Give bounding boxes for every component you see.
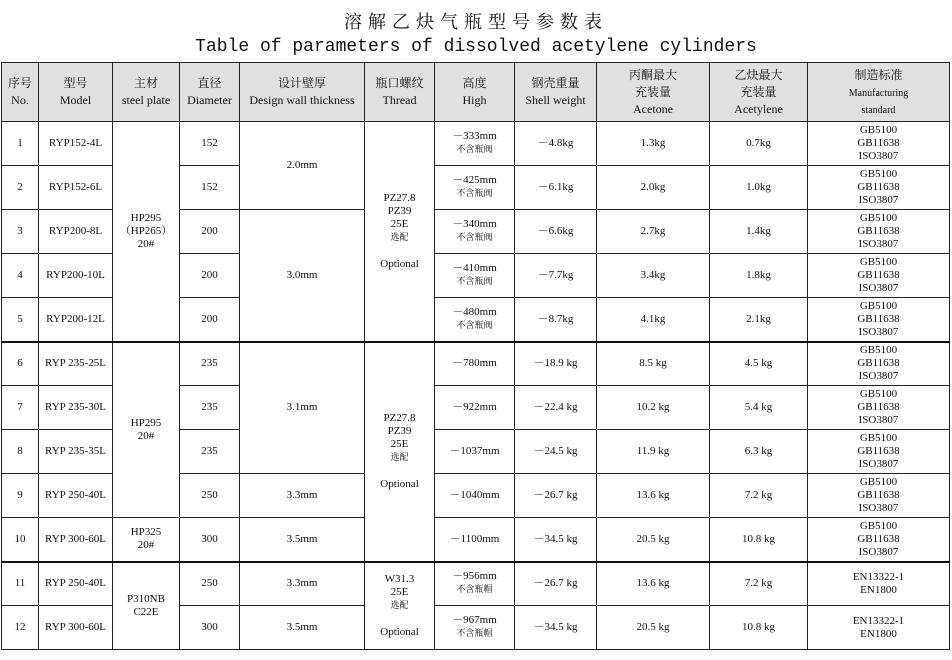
cell-wall-thickness: 3.3mm [240,474,365,518]
cell-wall-thickness: 3.0mm [240,210,365,342]
cell-diameter: 152 [180,166,240,210]
cell-thread: W31.3 25E 选配 Optional [365,562,435,650]
cell-height: －956mm 不含瓶帽 [435,562,515,606]
cell-model: RYP 235-25L [39,342,113,386]
cell-shell-weight: －24.5 kg [515,430,597,474]
header-diameter: 直径 Diameter [180,63,240,122]
cell-no: 9 [2,474,39,518]
cell-height: －967mm 不含瓶帽 [435,606,515,650]
cell-height: －780mm [435,342,515,386]
cell-standard: GB5100 GB11638 ISO3807 [808,298,950,342]
cell-shell-weight: －4.8kg [515,122,597,166]
cell-acetylene: 1.4kg [710,210,808,254]
cell-diameter: 250 [180,474,240,518]
cell-standard: GB5100 GB11638 ISO3807 [808,122,950,166]
cell-thread: PZ27.8 PZ39 25E 选配 Optional [365,122,435,342]
cell-diameter: 152 [180,122,240,166]
cell-shell-weight: －26.7 kg [515,562,597,606]
header-height: 高度 High [435,63,515,122]
table-row [2,342,950,386]
cell-acetylene: 6.3 kg [710,430,808,474]
cell-no: 4 [2,254,39,298]
cell-acetone: 3.4kg [597,254,710,298]
cell-model: RYP200-8L [39,210,113,254]
cell-standard: GB5100 GB11638 ISO3807 [808,474,950,518]
cell-diameter: 200 [180,210,240,254]
cell-diameter: 300 [180,606,240,650]
cell-no: 8 [2,430,39,474]
cell-diameter: 235 [180,386,240,430]
cell-model: RYP200-10L [39,254,113,298]
cell-height: －922mm [435,386,515,430]
parameters-table [1,62,950,650]
cell-diameter: 300 [180,518,240,562]
cell-no: 10 [2,518,39,562]
cell-diameter: 235 [180,342,240,386]
cell-model: RYP 250-40L [39,562,113,606]
header-acetone: 丙酮最大 充装量 Acetone [597,63,710,122]
cell-acetylene: 7.2 kg [710,562,808,606]
cell-model: RYP 235-35L [39,430,113,474]
cell-acetone: 10.2 kg [597,386,710,430]
cell-steel-plate: HP325 20# [113,518,180,562]
title-english: Table of parameters of dissolved acetylene cylinders [195,37,757,57]
cell-wall-thickness: 3.1mm [240,342,365,474]
cell-wall-thickness: 3.5mm [240,606,365,650]
cell-no: 3 [2,210,39,254]
cell-acetylene: 0.7kg [710,122,808,166]
cell-model: RYP 300-60L [39,518,113,562]
cell-no: 6 [2,342,39,386]
cell-thread: PZ27.8 PZ39 25E 选配 Optional [365,342,435,562]
title-chinese: 溶解乙炔气瓶型号参数表 [344,12,608,33]
cell-height: －410mm 不含瓶阀 [435,254,515,298]
cell-acetone: 13.6 kg [597,474,710,518]
cell-standard: EN13322-1 EN1800 [808,562,950,606]
cell-no: 2 [2,166,39,210]
cell-no: 5 [2,298,39,342]
cell-standard: GB5100 GB11638 ISO3807 [808,342,950,386]
cell-acetylene: 10.8 kg [710,518,808,562]
cell-standard: GB5100 GB11638 ISO3807 [808,430,950,474]
cell-height: －1100mm [435,518,515,562]
cell-standard: GB5100 GB11638 ISO3807 [808,254,950,298]
cell-shell-weight: －34.5 kg [515,518,597,562]
cell-diameter: 235 [180,430,240,474]
cell-acetone: 2.0kg [597,166,710,210]
cell-model: RYP200-12L [39,298,113,342]
table-row [2,518,950,562]
cell-shell-weight: －8.7kg [515,298,597,342]
header-model: 型号 Model [39,63,113,122]
cell-no: 11 [2,562,39,606]
cell-acetone: 20.5 kg [597,606,710,650]
cell-height: －1037mm [435,430,515,474]
table-row [2,122,950,166]
cell-no: 1 [2,122,39,166]
cell-no: 7 [2,386,39,430]
cell-acetone: 4.1kg [597,298,710,342]
cell-acetylene: 2.1kg [710,298,808,342]
cell-diameter: 250 [180,562,240,606]
header-shell-weight: 钢壳重量 Shell weight [515,63,597,122]
cell-wall-thickness: 3.3mm [240,562,365,606]
table-row [2,562,950,606]
cell-acetone: 2.7kg [597,210,710,254]
cell-model: RYP152-6L [39,166,113,210]
cell-height: －333mm 不含瓶阀 [435,122,515,166]
cell-acetylene: 7.2 kg [710,474,808,518]
cell-acetone: 11.9 kg [597,430,710,474]
cell-acetone: 20.5 kg [597,518,710,562]
cell-acetone: 1.3kg [597,122,710,166]
cell-acetone: 8.5 kg [597,342,710,386]
cell-acetone: 13.6 kg [597,562,710,606]
header-steel-plate: 主材 steel plate [113,63,180,122]
cell-standard: GB5100 GB11638 ISO3807 [808,210,950,254]
cell-standard: GB5100 GB11638 ISO3807 [808,518,950,562]
cell-steel-plate: HP295 20# [113,342,180,518]
cell-diameter: 200 [180,254,240,298]
header-row [2,63,950,122]
cell-wall-thickness: 3.5mm [240,518,365,562]
cell-model: RYP 300-60L [39,606,113,650]
header-wall-thickness: 设计壁厚 Design wall thickness [240,63,365,122]
cell-acetylene: 5.4 kg [710,386,808,430]
cell-height: －340mm 不含瓶阀 [435,210,515,254]
cell-standard: GB5100 GB11638 ISO3807 [808,386,950,430]
cell-acetylene: 4.5 kg [710,342,808,386]
cell-acetylene: 1.0kg [710,166,808,210]
cell-height: －480mm 不含瓶阀 [435,298,515,342]
cell-acetylene: 1.8kg [710,254,808,298]
cell-model: RYP 235-30L [39,386,113,430]
header-standard: 制造标准 Manufacturing standard [808,63,950,122]
cell-model: RYP 250-40L [39,474,113,518]
cell-wall-thickness: 2.0mm [240,122,365,210]
cell-height: －425mm 不含瓶阀 [435,166,515,210]
cell-acetylene: 10.8 kg [710,606,808,650]
cell-standard: EN13322-1 EN1800 [808,606,950,650]
header-no: 序号 No. [2,63,39,122]
cell-shell-weight: －6.1kg [515,166,597,210]
cell-shell-weight: －22.4 kg [515,386,597,430]
cell-shell-weight: －26.7 kg [515,474,597,518]
cell-shell-weight: －6.6kg [515,210,597,254]
cell-steel-plate: HP295 （HP265） 20# [113,122,180,342]
cell-height: －1040mm [435,474,515,518]
cell-model: RYP152-4L [39,122,113,166]
cell-diameter: 200 [180,298,240,342]
header-thread: 瓶口螺纹 Thread [365,63,435,122]
cell-no: 12 [2,606,39,650]
cell-steel-plate: P310NB C22E [113,562,180,650]
header-acetylene: 乙炔最大 充装量 Acetylene [710,63,808,122]
cell-shell-weight: －7.7kg [515,254,597,298]
cell-standard: GB5100 GB11638 ISO3807 [808,166,950,210]
cell-shell-weight: －18.9 kg [515,342,597,386]
cell-shell-weight: －34.5 kg [515,606,597,650]
